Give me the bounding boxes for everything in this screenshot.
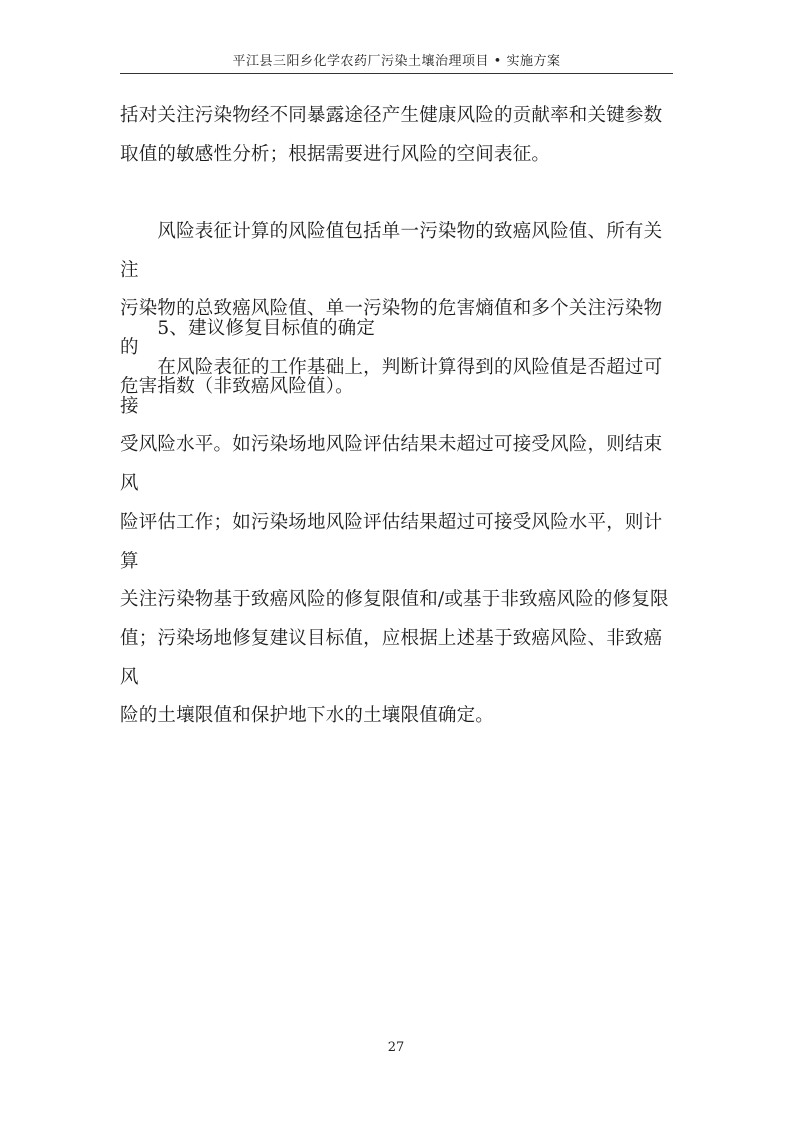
page-number: 27 <box>387 1040 405 1055</box>
body-paragraph: 在风险表征的工作基础上，判断计算得到的风险值是否超过可接 受风险水平。如污染场地风险评估结果未超过可接受风险，则结束风 险评估工作；如污染场地风险评估结果超过可接受风险水平，则计算 关注污染物基于致癌风险的修复限值和/或基于非致癌风险的修复限 值；污染场地修复建议目标值，应根据上述基于致癌风险、非致癌风 险的土壤限值和保护地下水的土壤限值确定。 <box>120 357 669 727</box>
body-paragraph: 风险表征计算的风险值包括单一污染物的致癌风险值、所有关注 污染物的总致癌风险值、单一污染物的危害熵值和多个关注污染物的 危害指数（非致癌风险值）。 <box>120 221 663 397</box>
running-header: 平江县三阳乡化学农药厂污染土壤治理项目 • 实施方案 <box>232 54 561 69</box>
header-rule <box>120 73 673 74</box>
body-paragraph: 括对关注污染物经不同暴露途径产生健康风险的贡献率和关键参数 取值的敏感性分析；根据需要进行风险的空间表征。 <box>120 105 663 165</box>
section-heading: 5、建议修复目标值的确定 <box>120 318 376 339</box>
